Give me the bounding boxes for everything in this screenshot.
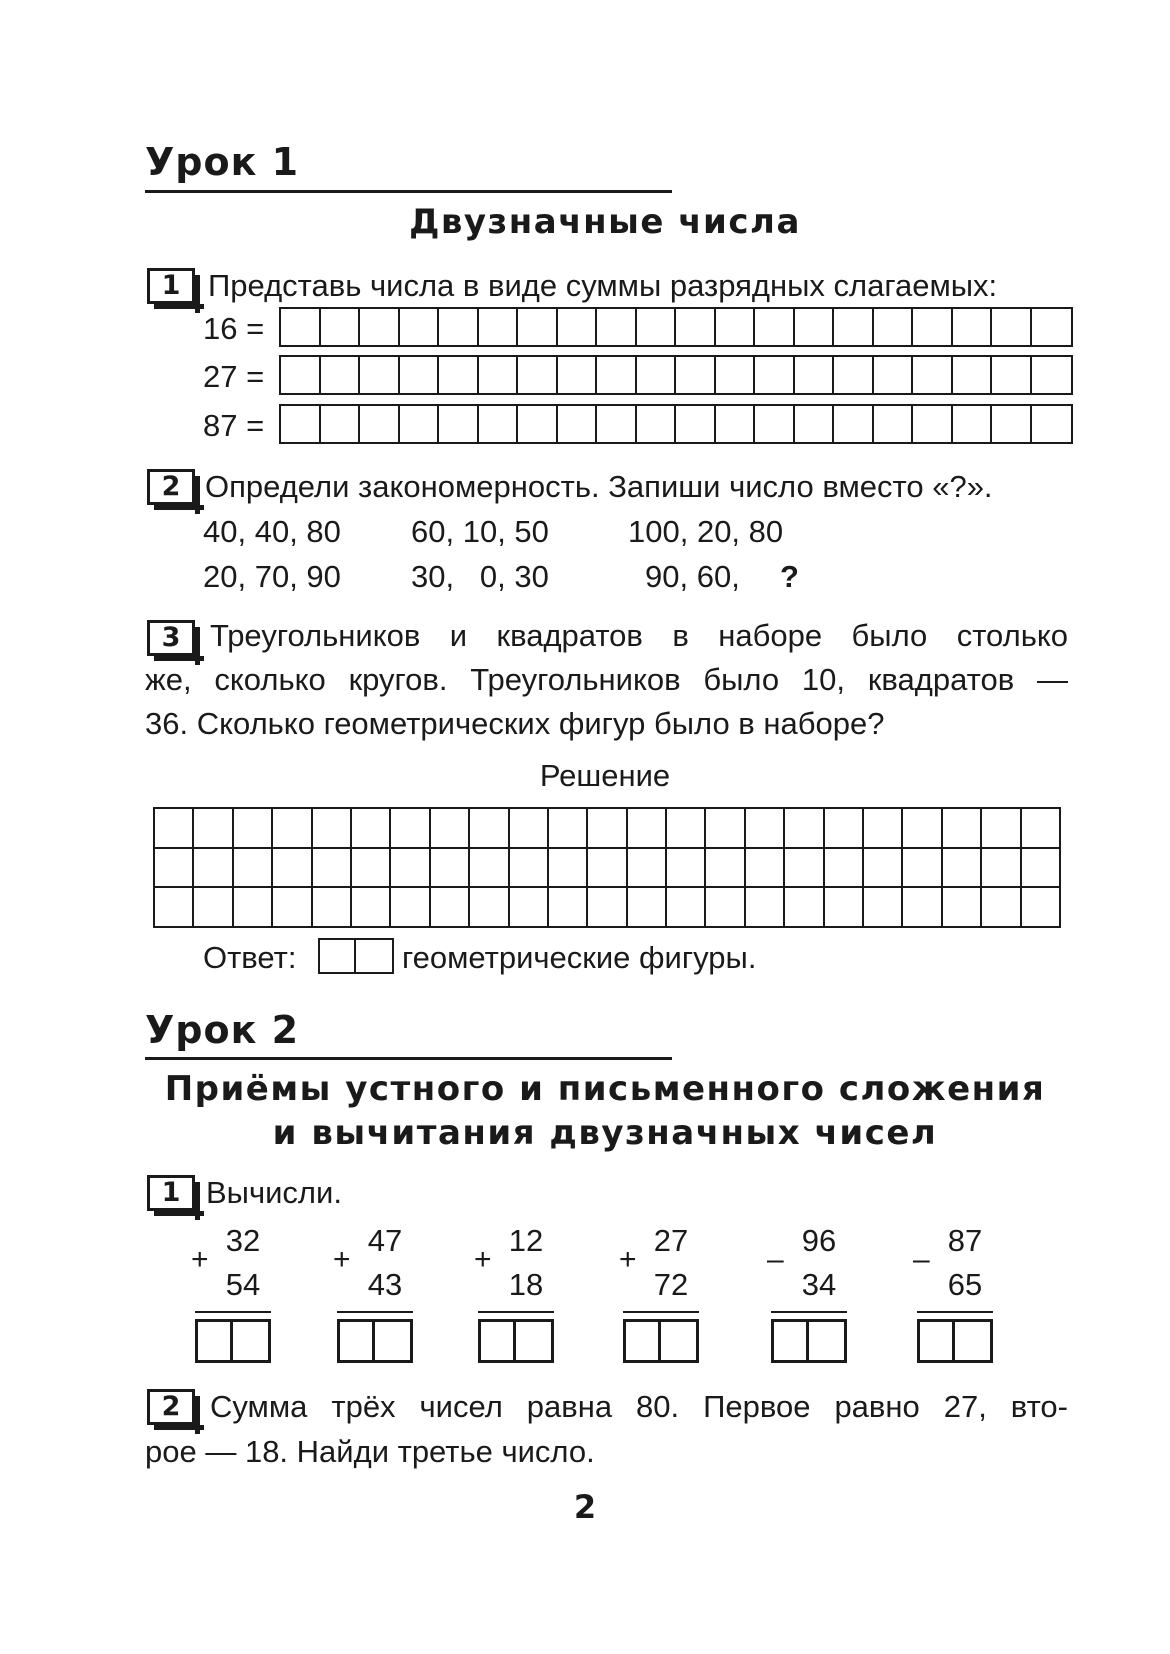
answer-cell[interactable] [992, 357, 1032, 393]
answer-cell[interactable] [716, 406, 756, 442]
answer-cell[interactable] [518, 357, 558, 393]
lesson-2-task-1-text: Вычисли. [206, 1175, 342, 1210]
solution-cell[interactable] [510, 809, 549, 849]
answer-cell[interactable] [558, 309, 598, 345]
solution-cell[interactable] [746, 888, 785, 928]
answer-cell[interactable] [360, 406, 400, 442]
solution-cell[interactable] [628, 849, 667, 889]
solution-cell[interactable] [706, 888, 745, 928]
result-line [195, 1311, 271, 1313]
solution-cell[interactable] [1022, 888, 1061, 928]
solution-cell[interactable] [234, 809, 273, 849]
sequence-2: 60, 10, 50 [411, 514, 549, 549]
result-box[interactable] [771, 1319, 847, 1363]
task-3-line-2: же, сколько кругов. Треугольников было 10, квадратов — [145, 662, 1068, 697]
answer-cell[interactable] [834, 309, 874, 345]
answer-cell[interactable] [755, 357, 795, 393]
operand-top: 47 [367, 1223, 403, 1258]
solution-cell[interactable] [431, 888, 470, 928]
answer-cell[interactable] [676, 357, 716, 393]
solution-cell[interactable] [982, 809, 1021, 849]
answer-cell[interactable] [676, 309, 716, 345]
answer-label: Ответ: [203, 940, 297, 975]
lesson-2-topic-line-1: Приёмы устного и письменного сложения [164, 1069, 1046, 1109]
lesson-2-topic-line-2: и вычитания двузначных чисел [272, 1113, 938, 1153]
result-line [623, 1311, 699, 1313]
answer-cell[interactable] [834, 357, 874, 393]
operand-bottom: 18 [508, 1267, 544, 1302]
solution-cell[interactable] [943, 809, 982, 849]
solution-cell[interactable] [864, 849, 903, 889]
solution-cell[interactable] [470, 888, 509, 928]
lesson-2-title: Урок 2 [145, 1008, 300, 1052]
solution-cell[interactable] [982, 849, 1021, 889]
row-label-16: 16 = [203, 311, 265, 346]
answer-cell[interactable] [834, 406, 874, 442]
solution-cell[interactable] [470, 809, 509, 849]
solution-cell[interactable] [785, 849, 824, 889]
result-box[interactable] [337, 1319, 413, 1363]
task-2-text: Определи закономерность. Запиши число вместо «?». [205, 469, 993, 504]
plus-sign: + [191, 1243, 209, 1276]
solution-cell[interactable] [549, 849, 588, 889]
answer-cell[interactable] [281, 406, 321, 442]
answer-cell[interactable] [518, 309, 558, 345]
answer-cell[interactable] [795, 309, 835, 345]
solution-cell[interactable] [785, 888, 824, 928]
sequence-6: 90, 60, [645, 559, 740, 594]
answer-cell[interactable] [874, 357, 914, 393]
solution-cell[interactable] [234, 849, 273, 889]
answer-cell[interactable] [755, 309, 795, 345]
task-2-number: 2 [147, 469, 195, 505]
solution-cell[interactable] [194, 888, 233, 928]
answer-cell[interactable] [953, 406, 993, 442]
solution-cell[interactable] [825, 849, 864, 889]
solution-cell[interactable] [313, 809, 352, 849]
solution-cell[interactable] [194, 849, 233, 889]
operand-bottom: 72 [653, 1267, 689, 1302]
solution-cell[interactable] [588, 849, 627, 889]
result-box[interactable] [623, 1319, 699, 1363]
operand-top: 27 [653, 1223, 689, 1258]
answer-cell[interactable] [360, 357, 400, 393]
answer-row-27[interactable] [279, 355, 1073, 395]
answer-cell[interactable] [479, 357, 519, 393]
solution-cell[interactable] [1022, 809, 1061, 849]
answer-cell[interactable] [716, 309, 756, 345]
row-label-87: 87 = [203, 408, 265, 443]
solution-cell[interactable] [667, 849, 706, 889]
solution-cell[interactable] [825, 888, 864, 928]
solution-cell[interactable] [313, 888, 352, 928]
answer-cell[interactable] [913, 309, 953, 345]
result-box[interactable] [917, 1319, 993, 1363]
result-line [917, 1311, 993, 1313]
answer-cell[interactable] [637, 357, 677, 393]
plus-sign: + [333, 1243, 351, 1276]
minus-sign: – [913, 1243, 930, 1276]
solution-cell[interactable] [864, 809, 903, 849]
solution-cell[interactable] [391, 809, 430, 849]
answer-cell[interactable] [400, 357, 440, 393]
solution-cell[interactable] [628, 888, 667, 928]
solution-cell[interactable] [903, 849, 942, 889]
result-box[interactable] [478, 1319, 554, 1363]
operand-bottom: 54 [225, 1267, 261, 1302]
answer-cell[interactable] [321, 357, 361, 393]
operand-bottom: 43 [367, 1267, 403, 1302]
solution-cell[interactable] [825, 809, 864, 849]
answer-cell[interactable] [597, 309, 637, 345]
solution-cell[interactable] [273, 888, 312, 928]
solution-cell[interactable] [352, 888, 391, 928]
lesson-1-rule [145, 190, 672, 193]
answer-cell[interactable] [716, 357, 756, 393]
solution-cell[interactable] [746, 809, 785, 849]
answer-cell[interactable] [795, 357, 835, 393]
lesson-1-topic: Двузначные числа [409, 202, 801, 242]
result-line [337, 1311, 413, 1313]
solution-cell[interactable] [903, 888, 942, 928]
answer-cell[interactable] [913, 406, 953, 442]
answer-cell[interactable] [913, 357, 953, 393]
result-box[interactable] [195, 1319, 271, 1363]
solution-cell[interactable] [155, 809, 194, 849]
result-line [478, 1311, 554, 1313]
plus-sign: + [619, 1243, 637, 1276]
solution-cell[interactable] [155, 888, 194, 928]
solution-cell[interactable] [510, 888, 549, 928]
operand-bottom: 34 [801, 1267, 837, 1302]
solution-cell[interactable] [431, 809, 470, 849]
answer-cell[interactable] [1032, 309, 1072, 345]
solution-cell[interactable] [667, 888, 706, 928]
solution-cell[interactable] [194, 809, 233, 849]
solution-cell[interactable] [982, 888, 1021, 928]
lesson-2-task-2-line-2: рое — 18. Найди третье число. [145, 1434, 595, 1469]
answer-cell[interactable] [321, 406, 361, 442]
solution-cell[interactable] [588, 809, 627, 849]
lesson-1-title: Урок 1 [145, 140, 300, 184]
solution-cell[interactable] [155, 849, 194, 889]
answer-cell[interactable] [439, 309, 479, 345]
solution-cell[interactable] [273, 809, 312, 849]
answer-cell[interactable] [874, 406, 914, 442]
answer-suffix: геометрические фигуры. [402, 940, 757, 975]
answer-cell[interactable] [953, 357, 993, 393]
plus-sign: + [474, 1243, 492, 1276]
result-line [771, 1311, 847, 1313]
answer-row-87[interactable] [279, 404, 1073, 444]
solution-cell[interactable] [746, 849, 785, 889]
minus-sign: – [767, 1243, 784, 1276]
answer-cell[interactable] [360, 309, 400, 345]
answer-cell[interactable] [281, 357, 321, 393]
sequence-5: 30, 0, 30 [411, 559, 549, 594]
answer-box[interactable] [318, 938, 394, 974]
question-mark: ? [780, 559, 799, 594]
answer-cell[interactable] [321, 309, 361, 345]
operand-top: 12 [508, 1223, 544, 1258]
solution-cell[interactable] [588, 888, 627, 928]
solution-cell[interactable] [628, 809, 667, 849]
answer-cell[interactable] [637, 406, 677, 442]
answer-cell[interactable] [637, 309, 677, 345]
answer-cell[interactable] [281, 309, 321, 345]
sequence-1: 40, 40, 80 [203, 514, 341, 549]
solution-cell[interactable] [234, 888, 273, 928]
task-3-number: 3 [147, 620, 195, 656]
answer-cell[interactable] [874, 309, 914, 345]
answer-cell[interactable] [1032, 406, 1072, 442]
answer-cell[interactable] [992, 406, 1032, 442]
task-1-text: Представь числа в виде суммы разрядных слагаемых: [208, 268, 998, 303]
answer-cell[interactable] [597, 406, 637, 442]
solution-cell[interactable] [391, 849, 430, 889]
answer-cell[interactable] [597, 357, 637, 393]
answer-cell[interactable] [400, 309, 440, 345]
task-1-number: 1 [147, 268, 195, 304]
solution-cell[interactable] [470, 849, 509, 889]
operand-bottom: 65 [947, 1267, 983, 1302]
task-3-line-3: 36. Сколько геометрических фигур было в наборе? [145, 706, 885, 741]
answer-row-16[interactable] [279, 307, 1073, 347]
solution-cell[interactable] [667, 809, 706, 849]
operand-top: 32 [225, 1223, 261, 1258]
sequence-4: 20, 70, 90 [203, 559, 341, 594]
answer-cell[interactable] [795, 406, 835, 442]
solution-cell[interactable] [864, 888, 903, 928]
solution-cell[interactable] [943, 849, 982, 889]
solution-cell[interactable] [549, 888, 588, 928]
answer-cell[interactable] [439, 357, 479, 393]
solution-cell[interactable] [273, 849, 312, 889]
solution-cell[interactable] [510, 849, 549, 889]
solution-cell[interactable] [706, 849, 745, 889]
solution-cell[interactable] [391, 888, 430, 928]
answer-cell[interactable] [755, 406, 795, 442]
answer-cell[interactable] [558, 357, 598, 393]
answer-cell[interactable] [479, 309, 519, 345]
lesson-2-task-1-number: 1 [147, 1175, 195, 1211]
solution-cell[interactable] [549, 809, 588, 849]
operand-top: 96 [801, 1223, 837, 1258]
solution-cell[interactable] [352, 809, 391, 849]
solution-grid[interactable] [153, 807, 1061, 928]
solution-cell[interactable] [352, 849, 391, 889]
page-number: 2 [573, 1488, 597, 1526]
answer-cell[interactable] [676, 406, 716, 442]
answer-cell[interactable] [518, 406, 558, 442]
solution-cell[interactable] [903, 809, 942, 849]
answer-cell[interactable] [558, 406, 598, 442]
lesson-2-task-2-number: 2 [147, 1389, 195, 1425]
answer-cell[interactable] [400, 406, 440, 442]
answer-cell[interactable] [1032, 357, 1072, 393]
solution-label: Решение [539, 758, 671, 793]
solution-cell[interactable] [943, 888, 982, 928]
lesson-2-rule [145, 1057, 672, 1060]
row-label-27: 27 = [203, 359, 265, 394]
operand-top: 87 [947, 1223, 983, 1258]
answer-cell[interactable] [992, 309, 1032, 345]
solution-cell[interactable] [431, 849, 470, 889]
task-3-line-1: Треугольников и квадратов в наборе было столько [210, 618, 1068, 653]
solution-cell[interactable] [706, 809, 745, 849]
solution-cell[interactable] [785, 809, 824, 849]
answer-cell[interactable] [479, 406, 519, 442]
lesson-2-task-2-line-1: Сумма трёх чисел равна 80. Первое равно 27, вто- [210, 1389, 1068, 1424]
solution-cell[interactable] [1022, 849, 1061, 889]
answer-cell[interactable] [953, 309, 993, 345]
sequence-3: 100, 20, 80 [628, 514, 784, 549]
solution-cell[interactable] [313, 849, 352, 889]
answer-cell[interactable] [439, 406, 479, 442]
